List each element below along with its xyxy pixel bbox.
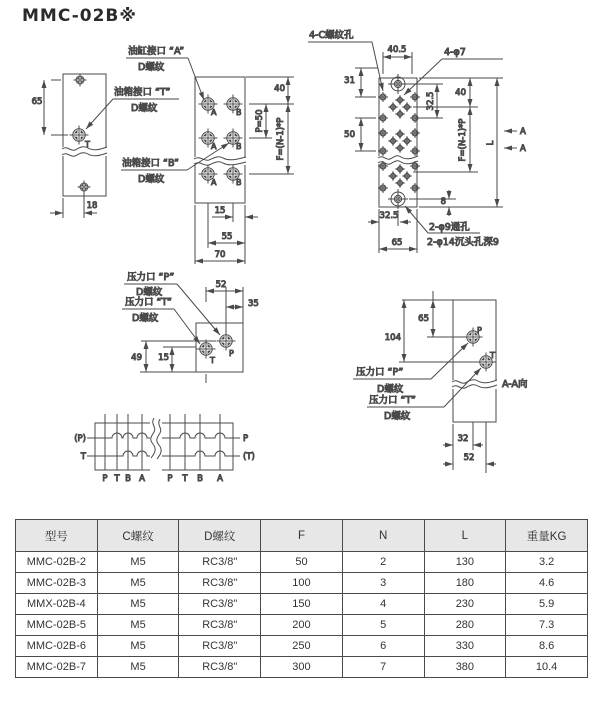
table-cell: MMC-02B-7: [16, 657, 98, 678]
schematic-port-label: P: [102, 474, 108, 484]
table-row: [16, 657, 588, 678]
column-header: C螺纹: [97, 520, 179, 552]
table-cell: 8.6: [506, 636, 588, 657]
counterbore-top-icon: [388, 74, 408, 94]
dim-32: 32: [457, 434, 469, 444]
dim-span: F=(N-1)*P: [276, 117, 286, 161]
column-header: D螺纹: [179, 520, 261, 552]
callout-tank-port-t: 油箱接口 “T”: [114, 87, 171, 98]
column-header: N: [342, 520, 424, 552]
table-cell: RC3/8": [179, 657, 261, 678]
table-cell: M5: [97, 615, 179, 636]
table-row: [16, 615, 588, 636]
port-a-label: A: [211, 108, 217, 117]
table-cell: 150: [261, 594, 343, 615]
dim-65: 65: [391, 238, 403, 248]
dim-49: 49: [131, 353, 142, 363]
callout-pressure-port-t: 压力口 “T”: [369, 395, 416, 406]
table-cell: 3: [342, 573, 424, 594]
mount-hole-bottom-icon: [78, 181, 91, 194]
spec-table-header-row: [16, 520, 588, 552]
dim-15: 15: [158, 353, 169, 363]
table-cell: 380: [424, 657, 506, 678]
column-header: F: [261, 520, 343, 552]
table-cell: MMX-02B-4: [16, 594, 98, 615]
callout-d-thread: D螺纹: [131, 103, 158, 114]
mount-hole-top-icon: [74, 74, 87, 87]
dim-40: 40: [455, 88, 466, 98]
dim-8: 8: [440, 197, 446, 207]
table-cell: M5: [97, 573, 179, 594]
dim-height: 65: [31, 97, 43, 107]
table-row: [16, 636, 588, 657]
table-cell: 100: [261, 573, 343, 594]
table-cell: RC3/8": [179, 636, 261, 657]
port-t-label: T: [490, 351, 495, 360]
dim-15: 15: [214, 206, 226, 216]
section-view-drawing: [353, 291, 528, 473]
table-cell: MMC-02B-6: [16, 636, 98, 657]
callout-pressure-port-p: 压力口 “P”: [356, 367, 404, 378]
table-cell: 50: [261, 552, 343, 573]
table-row: [16, 552, 588, 573]
table-cell: 4.6: [506, 573, 588, 594]
dim-55: 55: [221, 232, 233, 242]
callout-tank-port-b: 油箱接口 “B”: [122, 158, 179, 169]
table-cell: MMC-02B-3: [16, 573, 98, 594]
table-cell: 180: [424, 573, 506, 594]
table-cell: 5.9: [506, 594, 588, 615]
dim-span: F=(N-1)*P: [458, 118, 468, 162]
dim-52: 52: [463, 453, 475, 463]
port-t-label: T: [85, 140, 90, 149]
port-t-label: T: [210, 356, 215, 365]
table-cell: 10.4: [506, 657, 588, 678]
port-cluster-icon: [388, 95, 412, 188]
schematic-port-label: A: [139, 474, 145, 484]
callout-d-thread: D螺纹: [136, 287, 163, 298]
spec-table-body: [16, 552, 588, 678]
table-cell: RC3/8": [179, 615, 261, 636]
p-rail: [87, 433, 150, 438]
callout-d-thread: D螺纹: [138, 174, 165, 185]
table-cell: 300: [261, 657, 343, 678]
dim-31: 31: [344, 76, 355, 86]
table-cell: RC3/8": [179, 594, 261, 615]
hydraulic-schematic: [74, 414, 255, 484]
port-b-label: B: [236, 178, 242, 187]
table-row: [16, 573, 588, 594]
table-cell: RC3/8": [179, 552, 261, 573]
callout-bolt-holes: 4-φ7: [444, 47, 466, 58]
port-a-label: A: [211, 142, 217, 151]
callout-cylinder-port-a: 油缸接口 “A”: [128, 46, 185, 57]
table-cell: M5: [97, 657, 179, 678]
page-title: MMC-02B※: [22, 6, 137, 26]
callout-d-thread: D螺纹: [384, 411, 411, 422]
table-cell: 3.2: [506, 552, 588, 573]
table-cell: M5: [97, 552, 179, 573]
pressure-view-drawing: [122, 271, 259, 383]
port-a-label: A: [211, 178, 217, 187]
callout-through-holes: 2-φ9通孔: [429, 222, 470, 233]
callout-d-thread: D螺纹: [377, 384, 404, 395]
table-cell: 230: [424, 594, 506, 615]
callout-c-thread-holes: 4-C螺纹孔: [309, 30, 354, 41]
column-header: 重量KG: [506, 520, 588, 552]
table-cell: 6: [342, 636, 424, 657]
dim-width: 18: [86, 201, 98, 211]
side-view-drawing: [32, 74, 107, 219]
section-arrow-a1: A: [520, 127, 526, 137]
section-arrow-a2: A: [520, 144, 526, 154]
schematic-port-label: B: [125, 474, 131, 484]
table-cell: 280: [424, 615, 506, 636]
section-view-label: A-A向: [502, 379, 528, 390]
port-p-label: P: [477, 326, 482, 335]
schematic-label-t-right: (T): [243, 452, 255, 462]
callout-counterbore-holes: 2-φ14沉头孔深9: [427, 237, 499, 248]
schematic-port-label: T: [114, 474, 120, 484]
dim-top-40: 40: [274, 84, 285, 94]
column-header: L: [424, 520, 506, 552]
table-cell: M5: [97, 636, 179, 657]
table-row: [16, 594, 588, 615]
table-cell: 2: [342, 552, 424, 573]
dim-40-5: 40.5: [387, 45, 407, 55]
dim-pitch: P=50: [255, 109, 265, 133]
callout-pressure-port-t: 压力口 “T”: [125, 297, 172, 308]
dim-52: 52: [215, 280, 227, 290]
table-cell: 7: [342, 657, 424, 678]
dim-70: 70: [214, 250, 226, 260]
schematic-label-p-left: (P): [74, 434, 86, 444]
table-cell: 5: [342, 615, 424, 636]
table-cell: 200: [261, 615, 343, 636]
table-cell: 130: [424, 552, 506, 573]
table-cell: 250: [261, 636, 343, 657]
dim-35: 35: [248, 299, 259, 309]
schematic-port-label: P: [167, 474, 173, 484]
schematic-label-t-left: T: [80, 452, 86, 462]
table-cell: RC3/8": [179, 573, 261, 594]
table-cell: 7.3: [506, 615, 588, 636]
schematic-port-label: B: [197, 474, 203, 484]
dim-65: 65: [418, 314, 429, 324]
table-cell: M5: [97, 594, 179, 615]
port-p-label: P: [229, 349, 234, 358]
dim-104: 104: [384, 333, 401, 343]
table-cell: MMC-02B-5: [16, 615, 98, 636]
callout-pressure-port-p: 压力口 “P”: [127, 272, 175, 283]
schematic-port-label: T: [182, 474, 188, 484]
table-cell: MMC-02B-2: [16, 552, 98, 573]
t-rail: [87, 451, 150, 456]
spec-table: [15, 519, 588, 678]
dim-50: 50: [344, 130, 355, 140]
port-b-label: B: [236, 142, 242, 151]
schematic-label-p-right: P: [243, 434, 249, 444]
callout-d-thread: D螺纹: [138, 62, 165, 73]
dim-32-5-bottom: 32.5: [379, 211, 399, 221]
dim-32-5-side: 32.5: [426, 91, 436, 111]
bolt-view-drawing: [308, 29, 526, 253]
front-view-drawing: [86, 45, 294, 264]
dim-length: L: [486, 140, 496, 146]
port-b-label: B: [236, 108, 242, 117]
table-cell: 4: [342, 594, 424, 615]
callout-d-thread: D螺纹: [132, 313, 159, 324]
column-header: 型号: [16, 520, 98, 552]
schematic-port-label: A: [217, 474, 223, 484]
table-cell: 330: [424, 636, 506, 657]
